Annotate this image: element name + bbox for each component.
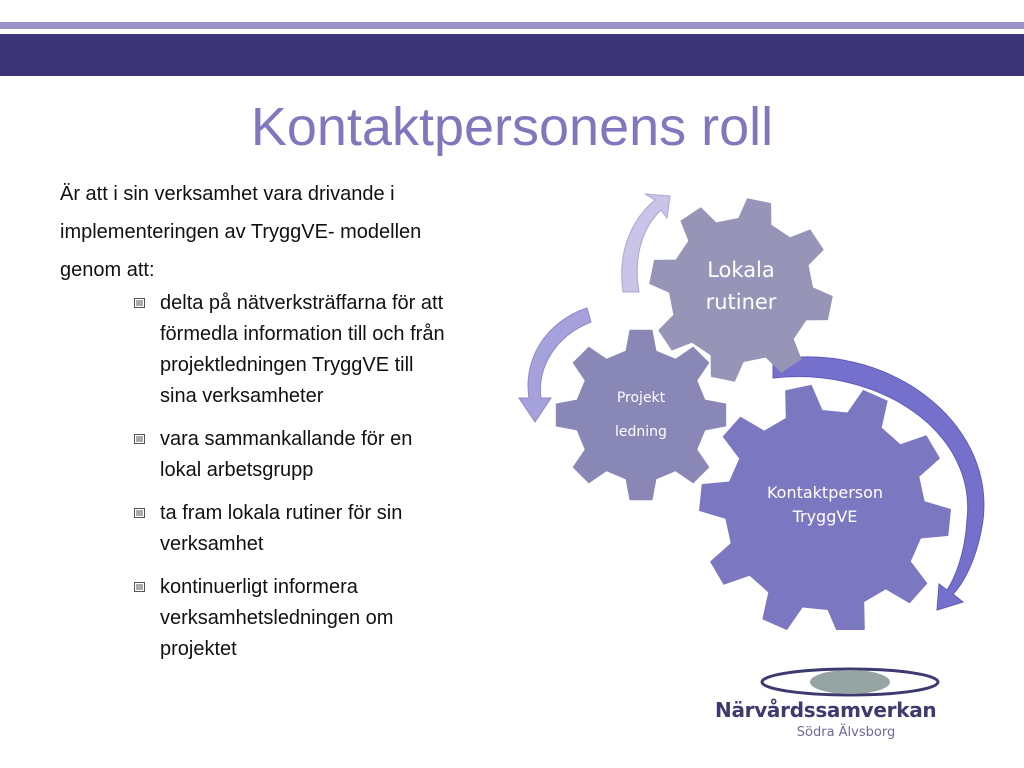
- bullet-line: förmedla information till och från: [160, 323, 445, 345]
- logo-name: Närvårdssamverkan: [715, 698, 937, 722]
- bullet-line: lokal arbetsgrupp: [160, 459, 314, 481]
- gear-label: Kontaktperson: [766, 483, 884, 502]
- bullet-item: [134, 288, 534, 412]
- list-bullet-icon: [134, 508, 145, 518]
- logo-subtitle: Södra Älvsborg: [796, 725, 896, 740]
- bullet-line: verksamhet: [160, 533, 264, 555]
- bullet-line: vara sammankallande för en: [160, 428, 413, 450]
- list-bullet-icon: [134, 298, 145, 308]
- intro-text: [60, 175, 540, 289]
- gear-label: Projekt: [616, 390, 666, 406]
- bullet-line: projektet: [160, 638, 237, 660]
- intro-line: Är att i sin verksamhet vara drivande i: [60, 183, 395, 205]
- bullet-list: [134, 288, 534, 677]
- bullet-line: delta på nätverksträffarna för att: [160, 292, 444, 314]
- gear-label: rutiner: [705, 290, 777, 314]
- bullet-item: [134, 424, 534, 486]
- bullet-item: [134, 498, 534, 560]
- bullet-line: verksamhetsledningen om: [160, 607, 394, 629]
- gear-label: TryggVE: [792, 507, 858, 526]
- list-bullet-icon: [134, 582, 145, 592]
- top-banner: [0, 34, 1024, 76]
- bullet-item: [134, 572, 534, 665]
- gear-label: Lokala: [707, 258, 775, 282]
- bullet-line: sina verksamheter: [160, 385, 324, 407]
- bullet-line: ta fram lokala rutiner för sin: [160, 502, 403, 524]
- intro-line: implementeringen av TryggVE- modellen: [60, 221, 422, 243]
- list-bullet-icon: [134, 434, 145, 444]
- bullet-line: kontinuerligt informera: [160, 576, 358, 598]
- slide-title: Kontaktpersonens roll: [250, 97, 774, 157]
- gear-label: ledning: [615, 424, 667, 440]
- gear-diagram: [505, 190, 1005, 630]
- gear-projektledning: [556, 330, 726, 500]
- top-accent-line: [0, 22, 1024, 29]
- bullet-line: projektledningen TryggVE till: [160, 354, 414, 376]
- intro-line: genom att:: [60, 259, 155, 281]
